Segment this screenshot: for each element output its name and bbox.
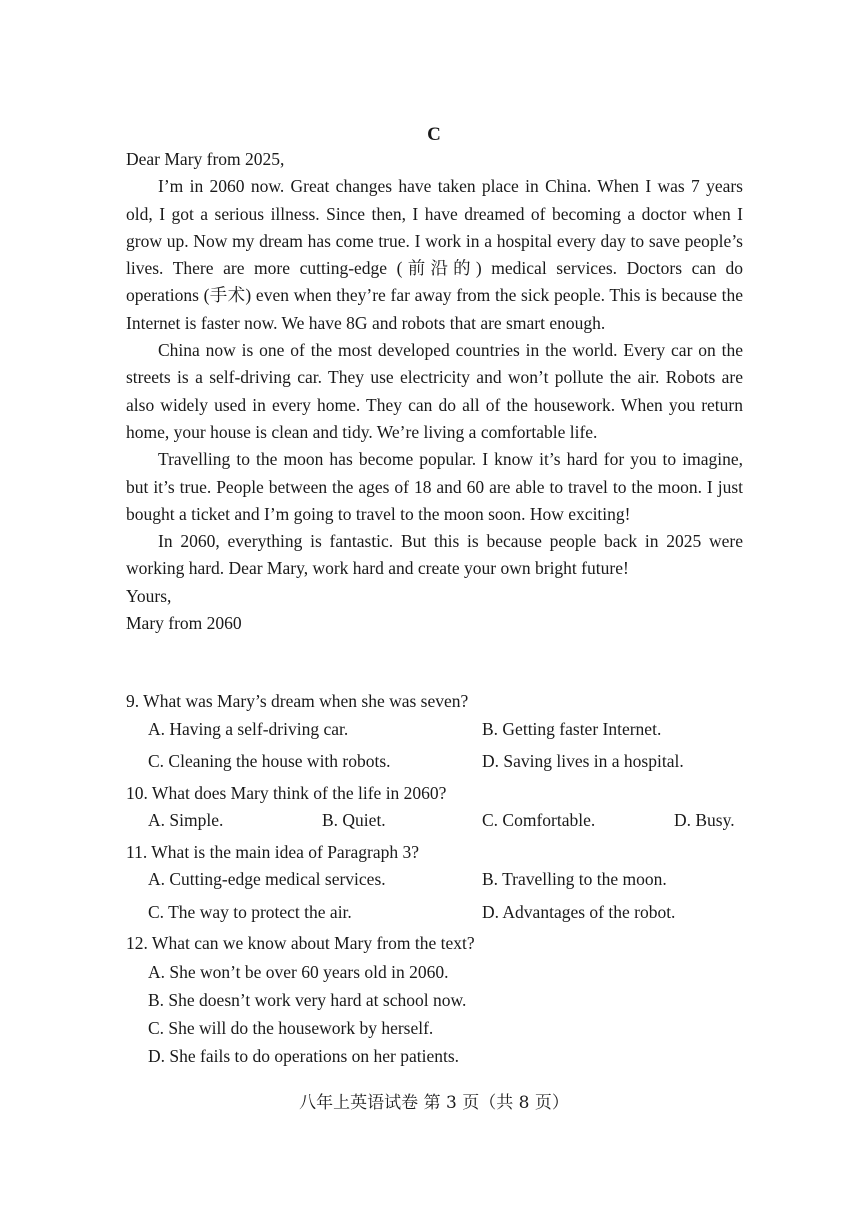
option-a: A. Cutting-edge medical services. xyxy=(148,869,386,889)
options-grid xyxy=(126,716,756,776)
letter-closing: Yours, xyxy=(126,585,172,606)
options-row xyxy=(126,807,756,835)
options-list xyxy=(126,958,756,1070)
letter-passage xyxy=(126,146,743,637)
letter-paragraph-2: China now is one of the most developed countries in the world. Every car on the streets is a self-driving car. They use electricity and won’t pollute the air. Robots are also widely used in every home. They can do all of the housework. When you return home, your house is clean and tidy. We’re living a comfortable life. xyxy=(126,340,743,442)
letter-paragraph-3: Travelling to the moon has become popular. I know it’s hard for you to imagine, but it’s true. People between the ages of 18 and 60 are able to travel to the moon. I just bought a ticket and I’m going to travel to the moon soon. How exciting! xyxy=(126,449,743,524)
question-stem: 12. What can we know about Mary from the text? xyxy=(126,933,475,953)
option-b: B. She doesn’t work very hard at school now. xyxy=(148,989,467,1010)
letter-signature: Mary from 2060 xyxy=(126,613,242,634)
option-a: A. Simple. xyxy=(148,810,224,830)
option-b: B. Travelling to the moon. xyxy=(482,869,667,889)
question-10 xyxy=(126,780,756,835)
option-d: D. She fails to do operations on her patients. xyxy=(148,1045,460,1066)
option-c: C. Comfortable. xyxy=(482,810,596,830)
options-grid xyxy=(126,866,756,926)
letter-paragraph-1: I’m in 2060 now. Great changes have taken place in China. When I was 7 years old, I got a serious illness. Since then, I have dreamed of becoming a doctor when I grow up. Now my dream has come true. I work in a hospital every day to save people’s lives. There are more cutting-edge (前沿的) medical services. Doctors can do operations (手术) even when they’re far away from the sick people. This is because the Internet is faster now. We have 8G and robots that are smart enough. xyxy=(126,176,743,333)
section-title: C xyxy=(427,124,441,145)
question-stem: 11. What is the main idea of Paragraph 3? xyxy=(126,841,420,862)
option-b: B. Getting faster Internet. xyxy=(482,718,662,739)
option-a: A. She won’t be over 60 years old in 2060. xyxy=(148,961,449,982)
option-c: C. Cleaning the house with robots. xyxy=(148,751,391,771)
page-footer: 八年上英语试卷 第 3 页（共 8 页） xyxy=(299,1093,569,1113)
question-stem: 9. What was Mary’s dream when she was seven? xyxy=(126,691,469,711)
question-12 xyxy=(126,930,756,1070)
option-d: D. Advantages of the robot. xyxy=(482,901,676,922)
question-stem: 10. What does Mary think of the life in 2060? xyxy=(126,782,447,803)
letter-paragraph-4: In 2060, everything is fantastic. But this is because people back in 2025 were working hard. Dear Mary, work hard and create your own bright future! xyxy=(126,531,743,579)
option-a: A. Having a self-driving car. xyxy=(148,718,349,739)
letter-salutation: Dear Mary from 2025, xyxy=(126,149,285,169)
option-d: D. Busy. xyxy=(674,810,735,830)
question-9 xyxy=(126,688,756,776)
question-list xyxy=(126,688,756,1074)
option-b: B. Quiet. xyxy=(322,810,386,830)
option-d: D. Saving lives in a hospital. xyxy=(482,751,684,771)
question-11 xyxy=(126,839,756,927)
option-c: C. She will do the housework by herself. xyxy=(148,1017,434,1038)
option-c: C. The way to protect the air. xyxy=(148,901,352,922)
